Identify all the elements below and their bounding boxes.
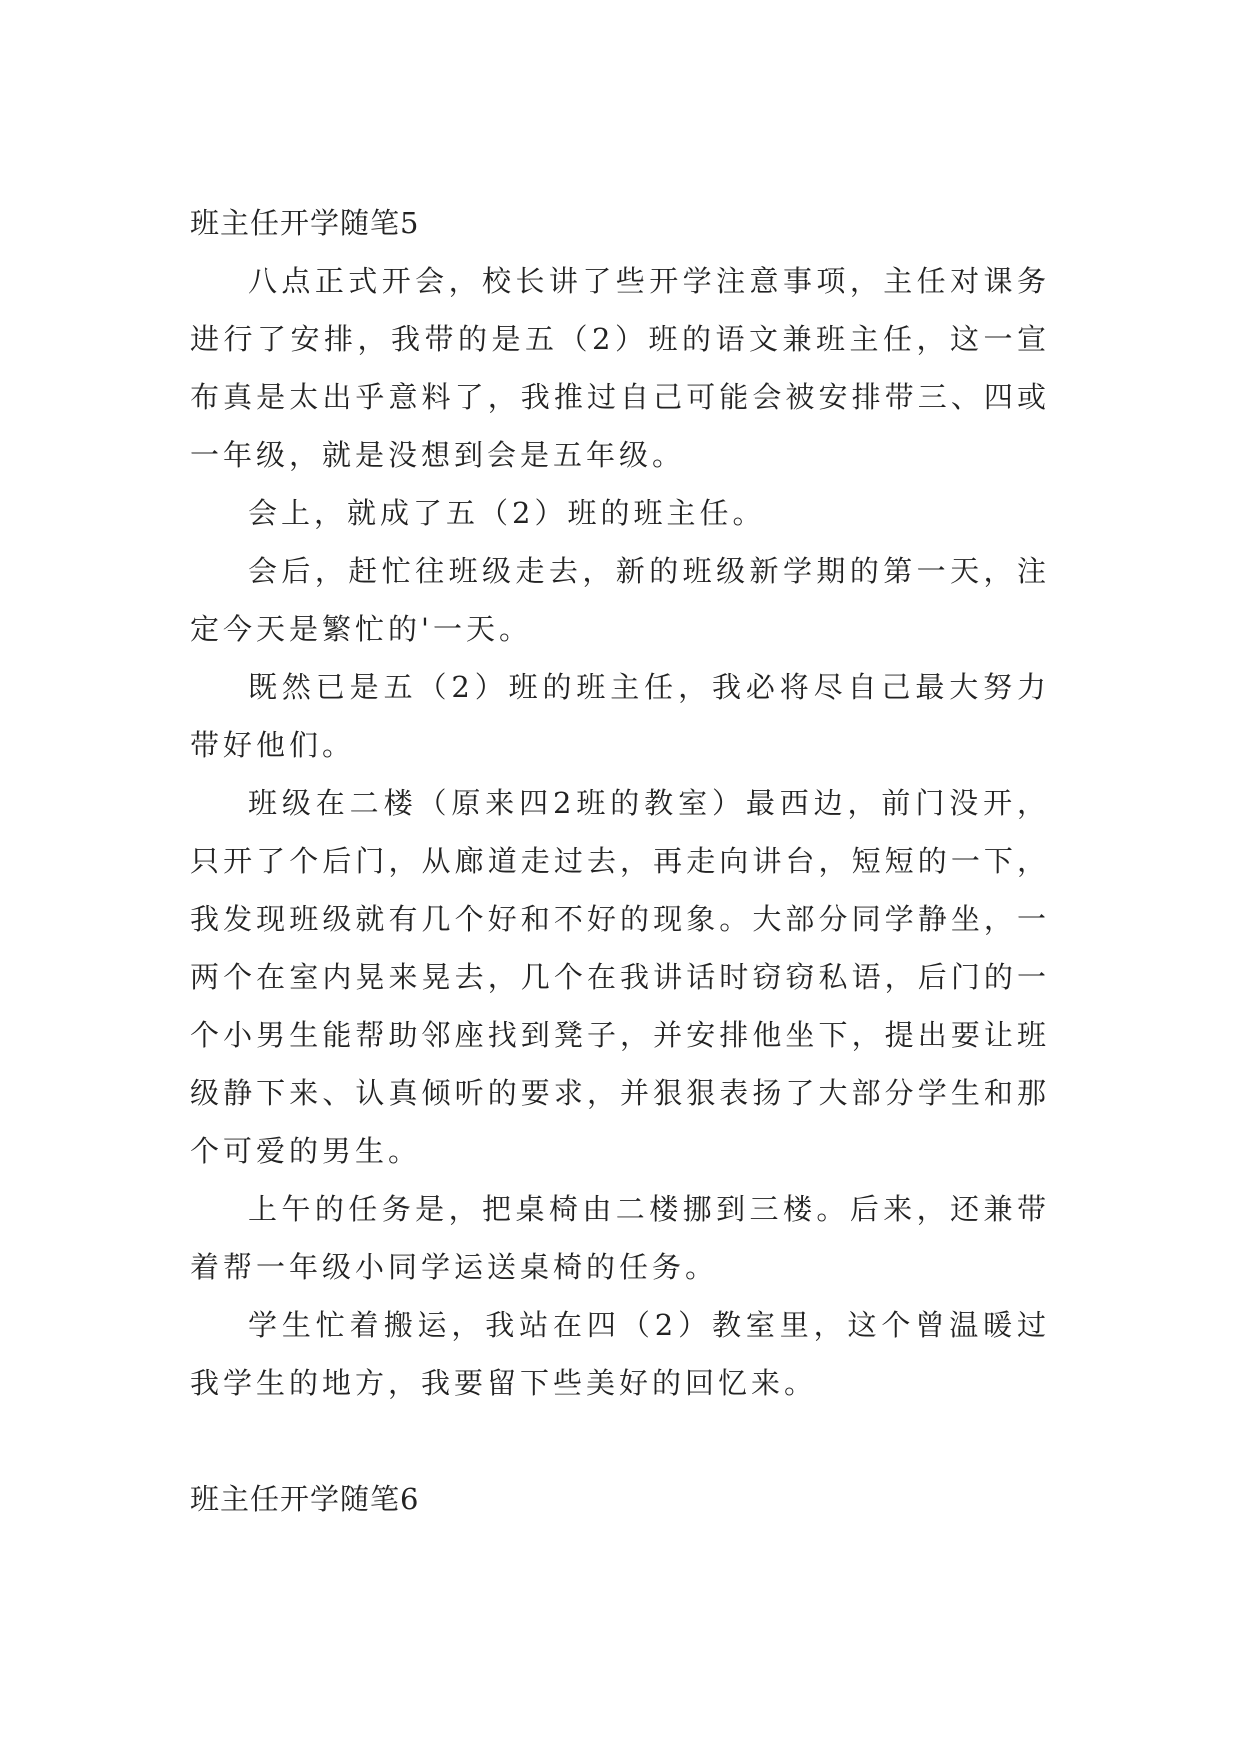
paragraph: 既然已是五（2）班的班主任，我必将尽自己最大努力带好他们。 bbox=[190, 670, 1050, 762]
paragraph: 会上，就成了五（2）班的班主任。 bbox=[248, 496, 766, 530]
paragraph: 班级在二楼（原来四2班的教室）最西边，前门没开，只开了个后门，从廊道走过去，再走向讲台，短短的一下，我发现班级就有几个好和不好的现象。大部分同学静坐，一两个在室内晃来晃去，几个在我讲话时窃窃私语，后门的一个小男生能帮助邻座找到凳子，并安排他坐下，提出要让班级静下来、认真倾听的要求，并狠狠表扬了大部分学生和那个可爱的男生。 bbox=[190, 786, 1050, 1168]
paragraph: 会后，赶忙往班级走去，新的班级新学期的第一天，注定今天是繁忙的'一天。 bbox=[190, 554, 1050, 646]
essay-section-6 bbox=[190, 1470, 1050, 1528]
document-body bbox=[190, 194, 1050, 1528]
section-heading: 班主任开学随笔6 bbox=[190, 1482, 420, 1516]
paragraph: 八点正式开会，校长讲了些开学注意事项，主任对课务进行了安排，我带的是五（2）班的语文兼班主任，这一宣布真是太出乎意料了，我推过自己可能会被安排带三、四或一年级，就是没想到会是五年级。 bbox=[190, 264, 1050, 472]
essay-section-5 bbox=[190, 194, 1050, 1412]
paragraph: 学生忙着搬运，我站在四（2）教室里，这个曾温暖过我学生的地方，我要留下些美好的回忆来。 bbox=[190, 1308, 1050, 1400]
section-heading: 班主任开学随笔5 bbox=[190, 206, 420, 240]
paragraph: 上午的任务是，把桌椅由二楼挪到三楼。后来，还兼带着帮一年级小同学运送桌椅的任务。 bbox=[190, 1192, 1050, 1284]
